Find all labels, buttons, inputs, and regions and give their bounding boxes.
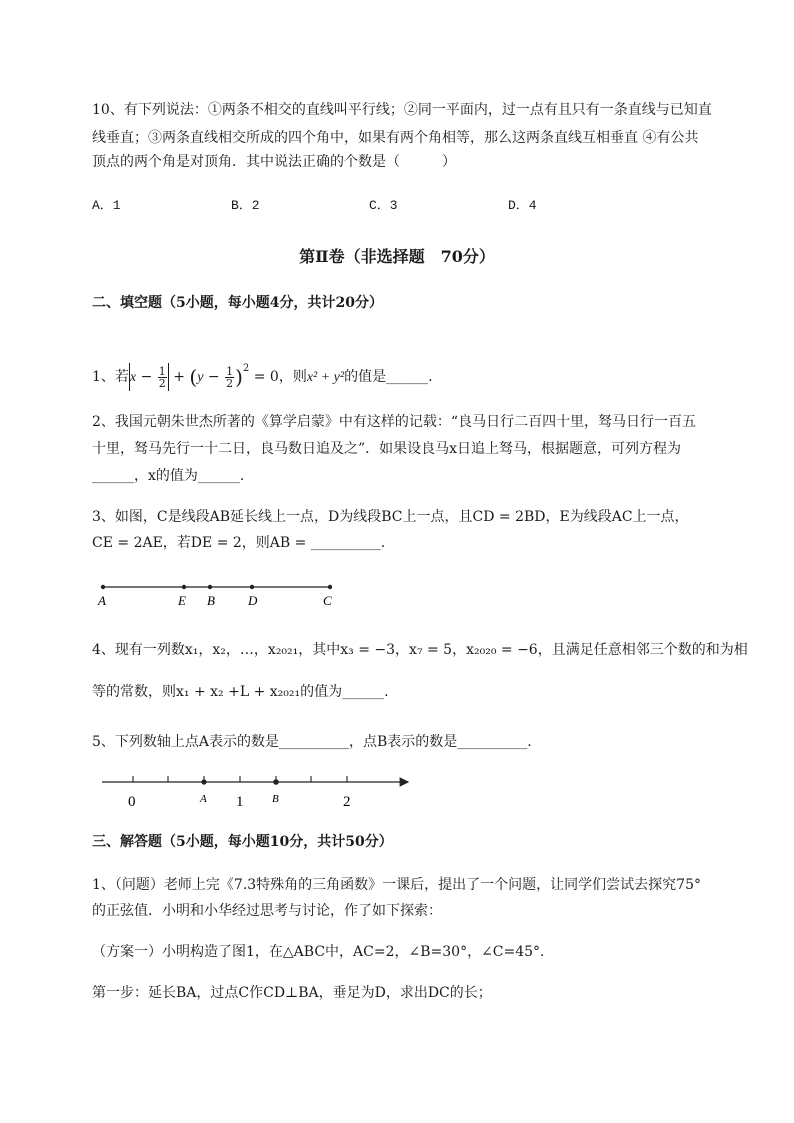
section2-heading: 二、填空题（5小题，每小题4分，共计20分）: [92, 295, 383, 311]
segment-diagram: [90, 578, 350, 610]
axis-ticks: [133, 776, 347, 782]
solve1-line-2: 的正弦值．小明和小华经过思考与讨论，作了如下探索：: [92, 903, 442, 919]
solve1-line-4: 第一步：延长BA，过点C作CD⊥BA，垂足为D，求出DC的长；: [92, 985, 492, 1001]
fill1-y: y: [197, 370, 204, 385]
axis-label-1: 1: [236, 794, 244, 810]
q10-option-b: B．2: [231, 198, 260, 213]
section3-heading: 三、解答题（5小题，每小题10分，共计50分）: [92, 834, 393, 850]
fill1-prefix: 1、若: [92, 369, 129, 385]
fill2-line-1: 2、我国元朝朱世杰所著的《算学启蒙》中有这样的记载：“良马日行二百四十里，驽马日行一百五: [92, 414, 697, 430]
q10-option-d: D．4: [508, 198, 537, 213]
point-b-dot: [208, 585, 212, 589]
fill2-line-2: 十里，驽马先行一十二日，良马数日追及之”．如果设良马x日追上驽马，根据题意，可列方程为: [92, 441, 682, 457]
fill1-plus: +: [168, 369, 190, 385]
fill1-x: x: [129, 370, 137, 385]
fill1-eq0: = 0: [249, 369, 279, 385]
label-d: D: [248, 593, 258, 608]
point-b-marker: [273, 779, 279, 785]
q10-line-3: 顶点的两个角是对顶角．其中说法正确的个数是（ ）: [92, 154, 456, 170]
point-d-dot: [250, 585, 254, 589]
fill1-suffix: 的值是______.: [344, 369, 433, 385]
fill2-line-3: ______，x的值为______.: [92, 468, 245, 484]
fill1-minus: −: [136, 369, 157, 385]
label-e: E: [178, 593, 186, 608]
point-a-dot: [101, 585, 105, 589]
fraction-half-2: $\frac{1}{2}$: [226, 364, 234, 390]
fill5-line-1: 5、下列数轴上点A表示的数是__________，点B表示的数是__________.: [92, 734, 532, 750]
axis-label-2: 2: [343, 794, 351, 810]
q10-option-c: C．3: [369, 198, 398, 213]
fill1-expr: x² + y²: [306, 370, 345, 385]
label-a: A: [98, 593, 106, 608]
q10-line-1: 10、有下列说法：①两条不相交的直线叫平行线；②同一平面内，过一点有且只有一条直线与已知直: [92, 102, 712, 118]
fraction-half-1: $\frac{1}{2}$: [158, 364, 166, 390]
part2-title: 第Ⅱ卷（非选择题 70分）: [299, 247, 495, 266]
axis-label-b: B: [272, 793, 279, 805]
fill3-line-1: 3、如图，C是线段AB延长线上一点，D为线段BC上一点，且CD = 2BD，E为线段AC上一点，: [92, 509, 689, 525]
fill4-line-2: 等的常数，则x₁ + x₂ +L + x₂₀₂₁的值为______.: [92, 684, 389, 700]
fill1-mid: ，则: [278, 369, 307, 385]
point-e-dot: [182, 585, 186, 589]
fill1-square: 2: [242, 363, 250, 374]
point-a-marker: [201, 779, 206, 784]
solve1-line-1: 1、（问题）老师上完《7.3特殊角的三角函数》一课后，提出了一个问题，让同学们尝试去探究75°: [92, 877, 701, 893]
label-b: B: [207, 593, 215, 608]
q10-line-2: 线垂直；③两条直线相交所成的四个角中，如果有两个角相等，那么这两条直线互相垂直 ④有公共: [92, 130, 699, 146]
solve1-line-3: （方案一）小明构造了图1，在△ABC中，AC=2，∠B=30°，∠C=45°．: [92, 944, 555, 960]
axis-label-0: 0: [128, 794, 136, 810]
label-c: C: [323, 593, 332, 608]
axis-label-a: A: [200, 793, 207, 805]
number-line-diagram: [96, 770, 416, 812]
fill3-line-2: CE = 2AE，若DE = 2，则AB = __________.: [92, 535, 386, 551]
fill4-line-1: 4、现有一列数x₁，x₂，…，x₂₀₂₁，其中x₃ = −3，x₇ = 5，x₂₀₂₀ = −6，且满足任意相邻三个数的和为相: [92, 642, 748, 658]
fill1-line: 1、若x − $\frac{1}{2}$ + (y − $\frac{1}{2}$ )$^2$ = 0，则x² + y²的值是______.: [92, 363, 433, 390]
q10-option-a: A．1: [92, 198, 121, 213]
point-c-dot: [328, 585, 332, 589]
